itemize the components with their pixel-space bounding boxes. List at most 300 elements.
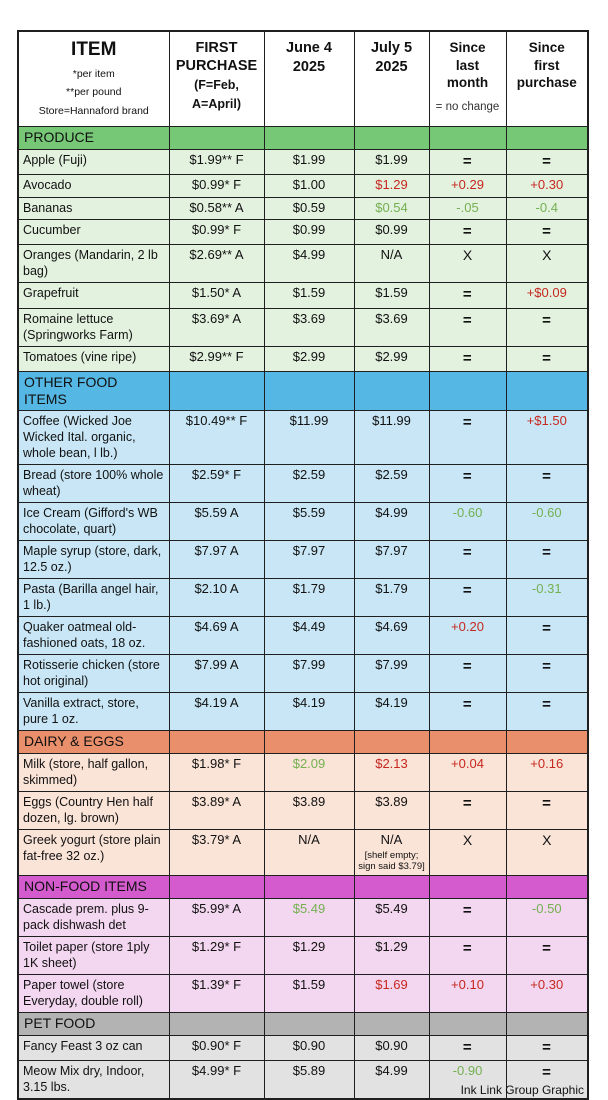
since-last-value: X [462,832,473,849]
item-cell: Toilet paper (store 1ply 1K sheet) [18,936,169,974]
first-purchase-cell [169,693,264,731]
first-purchase-cell [169,308,264,346]
july-price-value: $4.19 [375,695,408,711]
june-price-cell [264,1060,354,1099]
item-cell: Avocado [18,174,169,197]
first-purchase-cell [169,346,264,371]
first-purchase-cell [169,579,264,617]
since-first-value: -0.31 [531,581,562,597]
july-price-value: $4.69 [375,619,408,635]
table-row [18,197,588,220]
june-price-cell [264,1035,354,1060]
june-price-cell [264,174,354,197]
since-first-value: = [542,544,552,562]
column-header-july-price [354,31,429,126]
column-title-line: first [533,57,560,73]
table-row [18,617,588,655]
since-first-cell [506,308,588,346]
june-price-value: $4.99 [292,247,326,263]
july-price-cell [354,655,429,693]
first-purchase-value: $0.99* F [191,176,242,192]
since-last-cell [429,830,506,876]
item-cell: Maple syrup (store, dark, 12.5 oz.) [18,541,169,579]
july-price-cell [354,465,429,503]
first-purchase-cell [169,1060,264,1099]
since-first-value: +0.16 [530,756,564,772]
first-purchase-value: $4.19 A [194,695,239,711]
june-price-cell [264,974,354,1012]
column-header-first-purchase [169,31,264,126]
table-row [18,898,588,936]
section-header-spacer [169,126,264,149]
section-header-spacer [429,876,506,899]
first-purchase-cell [169,465,264,503]
section-header-row [18,1012,588,1035]
first-purchase-value: $10.49** F [185,413,248,429]
since-last-cell [429,465,506,503]
table-row [18,174,588,197]
since-first-value: -0.50 [531,900,562,916]
since-first-cell [506,346,588,371]
section-header-row [18,876,588,899]
june-price-cell [264,693,354,731]
column-subtitle-line: **per pound [66,86,122,99]
since-last-cell [429,308,506,346]
first-purchase-cell [169,541,264,579]
since-last-value: +0.29 [451,176,484,192]
july-price-note: [shelf empty; sign said $3.79] [358,849,425,872]
june-price-value: $7.97 [292,543,326,559]
june-price-value: $7.99 [292,657,326,673]
item-cell: Meow Mix dry, Indoor, 3.15 lbs. [18,1060,169,1099]
june-price-value: $1.79 [292,581,326,597]
june-price-value: $3.69 [292,310,326,326]
first-purchase-value: $0.90* F [191,1037,242,1053]
column-title-line: FIRST [195,40,238,56]
section-header-spacer [354,876,429,899]
july-price-value: $3.89 [375,794,408,810]
first-purchase-cell [169,197,264,220]
june-price-value: $3.89 [292,794,326,810]
first-purchase-value: $1.29* F [191,938,242,954]
since-first-cell [506,197,588,220]
first-purchase-cell [169,411,264,465]
section-header-spacer [429,731,506,754]
section-label: NON-FOOD ITEMS [18,876,169,899]
first-purchase-value: $1.99** F [189,151,244,167]
july-price-cell [354,898,429,936]
july-price-cell [354,346,429,371]
item-cell: Milk (store, half gallon, skimmed) [18,754,169,792]
july-price-value: $0.54 [375,199,408,215]
since-first-value: = [542,349,552,367]
section-header-row [18,126,588,149]
section-header-spacer [506,876,588,899]
june-price-value: $1.29 [292,938,326,954]
since-last-value: X [462,247,473,264]
since-first-value: = [542,696,552,714]
section-header-row [18,371,588,411]
since-last-cell [429,503,506,541]
july-price-cell [354,197,429,220]
since-last-cell [429,1035,506,1060]
section-header-spacer [429,371,506,411]
column-subtitle-line: A=April) [192,96,241,111]
july-price-cell [354,974,429,1012]
since-last-cell [429,579,506,617]
since-first-value: -0.4 [535,199,558,215]
july-price-value: $3.69 [375,310,408,326]
section-header-spacer [264,126,354,149]
since-first-cell [506,283,588,308]
item-cell: Pasta (Barilla angel hair, 1 lb.) [18,579,169,617]
june-price-cell [264,245,354,283]
section-header-spacer [169,371,264,411]
section-header-spacer [264,1012,354,1035]
since-first-cell [506,245,588,283]
section-header-spacer [169,1012,264,1035]
june-price-value: $0.59 [292,199,326,215]
july-price-cell [354,503,429,541]
since-last-value: = [462,1038,473,1056]
july-price-cell [354,579,429,617]
first-purchase-cell [169,174,264,197]
first-purchase-value: $2.10 A [194,581,239,597]
section-header-spacer [354,731,429,754]
first-purchase-value: $2.99** F [189,348,244,364]
first-purchase-value: $3.79* A [191,832,242,848]
since-first-cell [506,898,588,936]
july-price-cell [354,1035,429,1060]
first-purchase-value: $5.99* A [191,900,242,916]
first-purchase-value: $1.98* F [191,756,242,772]
column-subtitle-line: *per item [72,67,115,80]
june-price-value: $1.59 [292,285,326,301]
june-price-cell [264,308,354,346]
since-last-cell [429,541,506,579]
since-first-cell [506,830,588,876]
june-price-cell [264,283,354,308]
item-cell: Bread (store 100% whole wheat) [18,465,169,503]
first-purchase-value: $5.59 A [194,505,239,521]
table-row [18,245,588,283]
since-last-cell [429,197,506,220]
july-price-cell [354,541,429,579]
table-row [18,220,588,245]
table-row [18,283,588,308]
first-purchase-value: $1.50* A [191,285,242,301]
since-first-cell [506,541,588,579]
since-last-cell [429,898,506,936]
july-price-value: N/A [380,832,403,848]
column-title-line: purchase [516,75,577,91]
column-header-june-price [264,31,354,126]
item-cell: Apple (Fuji) [18,149,169,174]
first-purchase-value: $2.59* F [191,467,242,483]
section-header-spacer [429,1012,506,1035]
june-price-cell [264,465,354,503]
june-price-cell [264,149,354,174]
june-price-cell [264,617,354,655]
since-last-value: +0.04 [451,756,484,772]
column-subtitle-line: = no change [435,100,500,113]
since-last-value: = [462,414,473,432]
column-header-item [18,31,169,126]
since-last-value: -0.60 [452,505,483,521]
section-header-spacer [506,1012,588,1035]
july-price-value: $7.99 [375,657,408,673]
june-price-cell [264,346,354,371]
since-first-cell [506,655,588,693]
item-cell: Vanilla extract, store, pure 1 oz. [18,693,169,731]
july-price-cell [354,220,429,245]
june-price-cell [264,830,354,876]
first-purchase-cell [169,220,264,245]
july-price-value: $0.90 [375,1037,408,1053]
first-purchase-cell [169,974,264,1012]
july-price-value: $5.49 [375,900,408,916]
july-price-cell [354,411,429,465]
first-purchase-cell [169,503,264,541]
since-last-cell [429,245,506,283]
june-price-cell [264,411,354,465]
first-purchase-value: $0.58** A [189,199,244,215]
first-purchase-cell [169,245,264,283]
item-cell: Eggs (Country Hen half dozen, lg. brown) [18,792,169,830]
price-table-container [17,30,587,1100]
june-price-cell [264,792,354,830]
since-last-cell [429,693,506,731]
since-first-cell [506,503,588,541]
since-first-value: = [542,1063,552,1081]
section-header-spacer [264,731,354,754]
july-price-value: $11.99 [372,413,411,429]
section-header-spacer [506,371,588,411]
first-purchase-value: $4.69 A [194,619,239,635]
june-price-value: $5.59 [292,505,326,521]
since-last-value: = [462,152,473,170]
first-purchase-cell [169,283,264,308]
june-price-cell [264,936,354,974]
june-price-value: $1.00 [292,176,326,192]
since-first-value: = [542,795,552,813]
since-last-cell [429,754,506,792]
since-last-value: = [462,468,473,486]
since-last-cell [429,220,506,245]
since-last-value: = [462,349,473,367]
june-price-cell [264,898,354,936]
column-title-line: Since [449,40,486,55]
since-last-value: = [462,658,473,676]
july-price-cell [354,308,429,346]
item-cell: Bananas [18,197,169,220]
june-price-value: $0.99 [292,222,326,238]
section-header-spacer [354,371,429,411]
since-first-cell [506,617,588,655]
item-cell: Paper towel (store Everyday, double roll) [18,974,169,1012]
july-price-value: $1.29 [375,176,408,192]
since-last-cell [429,617,506,655]
item-cell: Oranges (Mandarin, 2 lb bag) [18,245,169,283]
june-price-value: $2.59 [292,467,326,483]
item-cell: Tomatoes (vine ripe) [18,346,169,371]
june-price-value: $4.49 [292,619,326,635]
table-row [18,149,588,174]
column-title-line: last [455,57,480,73]
first-purchase-cell [169,617,264,655]
june-price-cell [264,220,354,245]
table-row [18,936,588,974]
july-price-cell [354,174,429,197]
since-first-cell [506,754,588,792]
since-last-value: = [462,582,473,600]
column-header-since-last [429,31,506,126]
june-price-cell [264,579,354,617]
june-price-cell [264,541,354,579]
july-price-value: $1.59 [375,285,408,301]
item-cell: Ice Cream (Gifford's WB chocolate, quart) [18,503,169,541]
first-purchase-value: $0.99* F [191,222,242,238]
section-header-row [18,731,588,754]
table-row [18,503,588,541]
since-last-value: -.05 [456,199,479,215]
section-header-spacer [506,731,588,754]
since-first-cell [506,974,588,1012]
since-last-value: = [462,286,473,304]
since-last-cell [429,149,506,174]
item-cell: Quaker oatmeal old-fashioned oats, 18 oz. [18,617,169,655]
section-header-spacer [354,126,429,149]
since-first-value: = [542,311,552,329]
section-label: PET FOOD [18,1012,169,1035]
section-header-spacer [264,371,354,411]
since-last-value: = [462,939,473,957]
table-row [18,465,588,503]
june-price-cell [264,503,354,541]
since-first-value: -0.60 [531,505,562,521]
july-price-cell [354,283,429,308]
since-first-value: = [542,223,552,241]
since-first-value: = [542,620,552,638]
item-cell: Cucumber [18,220,169,245]
july-price-value: $1.99 [375,151,408,167]
july-price-cell [354,792,429,830]
section-header-spacer [354,1012,429,1035]
first-purchase-cell [169,898,264,936]
item-cell: Coffee (Wicked Joe Wicked Ital. organic, whole bean, l lb.) [18,411,169,465]
since-first-value: +$1.50 [526,413,567,429]
since-first-value: +0.30 [530,976,564,992]
column-title-line: July 5 [370,40,413,56]
first-purchase-cell [169,936,264,974]
june-price-value: $1.59 [292,976,326,992]
july-price-cell [354,830,429,876]
item-cell: Grapefruit [18,283,169,308]
column-title-line: ITEM [71,39,117,60]
table-row [18,754,588,792]
column-title-line: 2025 [375,58,408,75]
section-label: PRODUCE [18,126,169,149]
since-last-value: = [462,901,473,919]
since-first-value: = [542,1038,552,1056]
july-price-value: $7.97 [375,543,408,559]
table-row [18,346,588,371]
july-price-value: $2.59 [375,467,408,483]
june-price-value: $0.90 [292,1037,326,1053]
july-price-value: $1.79 [375,581,408,597]
first-purchase-value: $7.97 A [194,543,239,559]
table-header [18,31,588,126]
since-first-value: X [542,247,552,264]
since-last-cell [429,174,506,197]
first-purchase-cell [169,149,264,174]
june-price-value: $4.19 [292,695,326,711]
since-last-cell [429,346,506,371]
item-cell: Romaine lettuce (Springworks Farm) [18,308,169,346]
since-first-cell [506,174,588,197]
july-price-value: $4.99 [375,1062,408,1078]
since-first-value: = [542,939,552,957]
first-purchase-value: $4.99* F [191,1062,242,1078]
june-price-cell [264,655,354,693]
section-header-spacer [169,731,264,754]
since-first-cell [506,465,588,503]
july-price-value: $2.13 [375,756,408,772]
since-first-value: = [542,152,552,170]
since-first-value: X [542,832,552,849]
since-last-value: +0.10 [451,976,484,992]
since-first-cell [506,220,588,245]
since-first-value: +0.30 [530,176,564,192]
column-title-line: PURCHASE [175,58,258,75]
column-title-line: month [446,75,489,91]
since-first-cell [506,792,588,830]
july-price-cell [354,693,429,731]
since-last-cell [429,792,506,830]
june-price-value: $1.99 [292,151,326,167]
table-row [18,974,588,1012]
july-price-cell [354,245,429,283]
first-purchase-value: $2.69** A [189,247,244,263]
since-first-value: = [542,658,552,676]
table-row [18,411,588,465]
june-price-value: $2.09 [292,756,326,772]
since-last-value: = [462,544,473,562]
since-last-cell [429,974,506,1012]
first-purchase-cell [169,754,264,792]
since-first-value: = [542,468,552,486]
since-first-cell [506,936,588,974]
since-first-value: +$0.09 [526,285,567,301]
since-last-cell [429,655,506,693]
since-last-value: -0.90 [452,1062,483,1078]
july-price-cell [354,754,429,792]
item-cell: Rotisserie chicken (store hot original) [18,655,169,693]
july-price-value: $2.99 [375,348,408,364]
first-purchase-cell [169,830,264,876]
june-price-value: $5.89 [292,1062,326,1078]
table-row [18,541,588,579]
section-header-spacer [429,126,506,149]
july-price-cell [354,1060,429,1099]
since-first-cell [506,1035,588,1060]
july-price-value: $0.99 [375,222,408,238]
since-last-value: +0.20 [451,619,484,635]
table-row [18,1035,588,1060]
header-row [18,31,588,126]
since-last-value: = [462,696,473,714]
table-row [18,308,588,346]
